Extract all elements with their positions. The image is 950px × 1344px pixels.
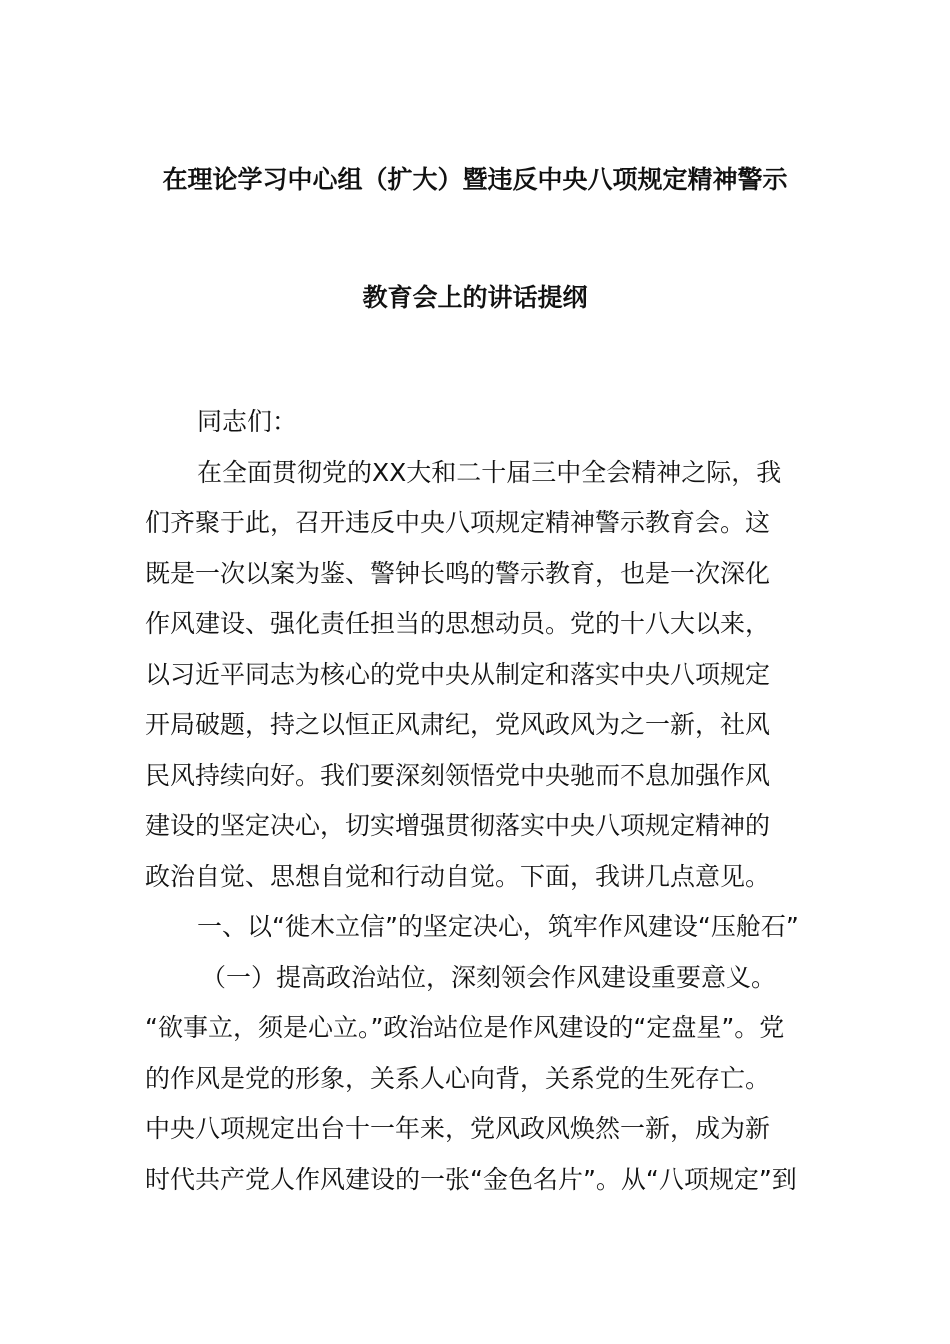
document-body [145, 405, 809, 1213]
paragraph-line: “欲事立，须是心立。”政治站位是作风建设的“定盘星”。党 [145, 1013, 785, 1042]
paragraph-line: 们齐聚于此，召开违反中央八项规定精神警示教育会。这 [145, 508, 771, 537]
document-title-line-2: 教育会上的讲话提纲 [362, 283, 588, 312]
paragraph-line: 中央八项规定出台十一年来，党风政风焕然一新，成为新 [145, 1114, 771, 1143]
paragraph-line: 时代共产党人作风建设的一张“金色名片”。从“八项规定”到 [145, 1164, 797, 1194]
paragraph-line: 开局破题，持之以恒正风肃纪，党风政风为之一新，社风 [145, 710, 771, 739]
paragraph-line: 建设的坚定决心，切实增强贯彻落实中央八项规定精神的 [145, 811, 771, 840]
salutation: 同志们： [197, 407, 298, 436]
paragraph-line: 既是一次以案为鉴、警钟长鸣的警示教育，也是一次深化 [145, 558, 771, 588]
paragraph-line: 民风持续向好。我们要深刻领悟党中央驰而不息加强作风 [145, 760, 771, 790]
document-title-line-1: 在理论学习中心组（扩大）暨违反中央八项规定精神警示 [162, 165, 788, 194]
paragraph-line: 政治自觉、思想自觉和行动自觉。下面，我讲几点意见。 [145, 861, 771, 891]
paragraph-line: 作风建设、强化责任担当的思想动员。党的十八大以来， [145, 609, 771, 638]
paragraph-line: 在全面贯彻党的XX大和二十届三中全会精神之际，我 [197, 457, 782, 487]
paragraph-line: 的作风是党的形象，关系人心向背，关系党的生死存亡。 [145, 1063, 771, 1093]
paragraph-line: 以习近平同志为核心的党中央从制定和落实中央八项规定 [145, 659, 771, 689]
subsection-heading: （一）提高政治站位，深刻领会作风建设重要意义。 [201, 962, 777, 992]
section-heading: 一、以“徙木立信”的坚定决心，筑牢作风建设“压舱石” [197, 912, 799, 941]
